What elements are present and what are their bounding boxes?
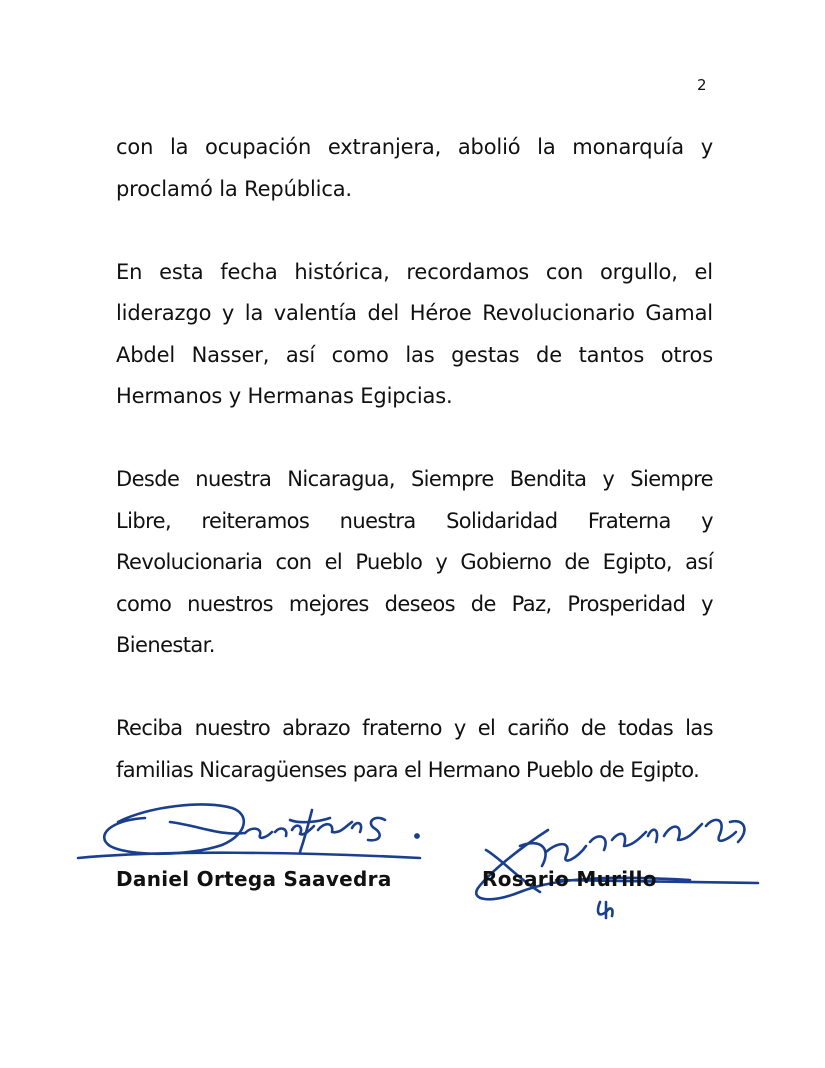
paragraph-2: En esta fecha histórica, recordamos con orgullo, el liderazgo y la valentía del Héroe Revolucionario Gamal Abdel Nasser, así como las gestas de tantos otros Hermanos y Hermanas Egipcias. bbox=[116, 259, 713, 408]
page-number: 2 bbox=[697, 76, 707, 94]
signer-name-daniel-ortega: Daniel Ortega Saavedra bbox=[116, 867, 392, 891]
paragraph-1: con la ocupación extranjera, abolió la monarquía y proclamó la República. bbox=[116, 135, 713, 201]
paragraph-4: Reciba nuestro abrazo fraterno y el cariño de todas las familias Nicaragüenses para el Hermano Pueblo de Egipto. bbox=[116, 716, 713, 782]
paragraph-3: Desde nuestra Nicaragua, Siempre Bendita y Siempre Libre, reiteramos nuestra Solidaridad Fraterna y Revolucionaria con el Pueblo y Gobierno de Egipto, así como nuestros mejores deseos de Paz, Prosperidad y Bienestar. bbox=[116, 467, 713, 657]
letter-body bbox=[116, 127, 713, 833]
signer-name-rosario-murillo: Rosario Murillo bbox=[482, 867, 657, 891]
